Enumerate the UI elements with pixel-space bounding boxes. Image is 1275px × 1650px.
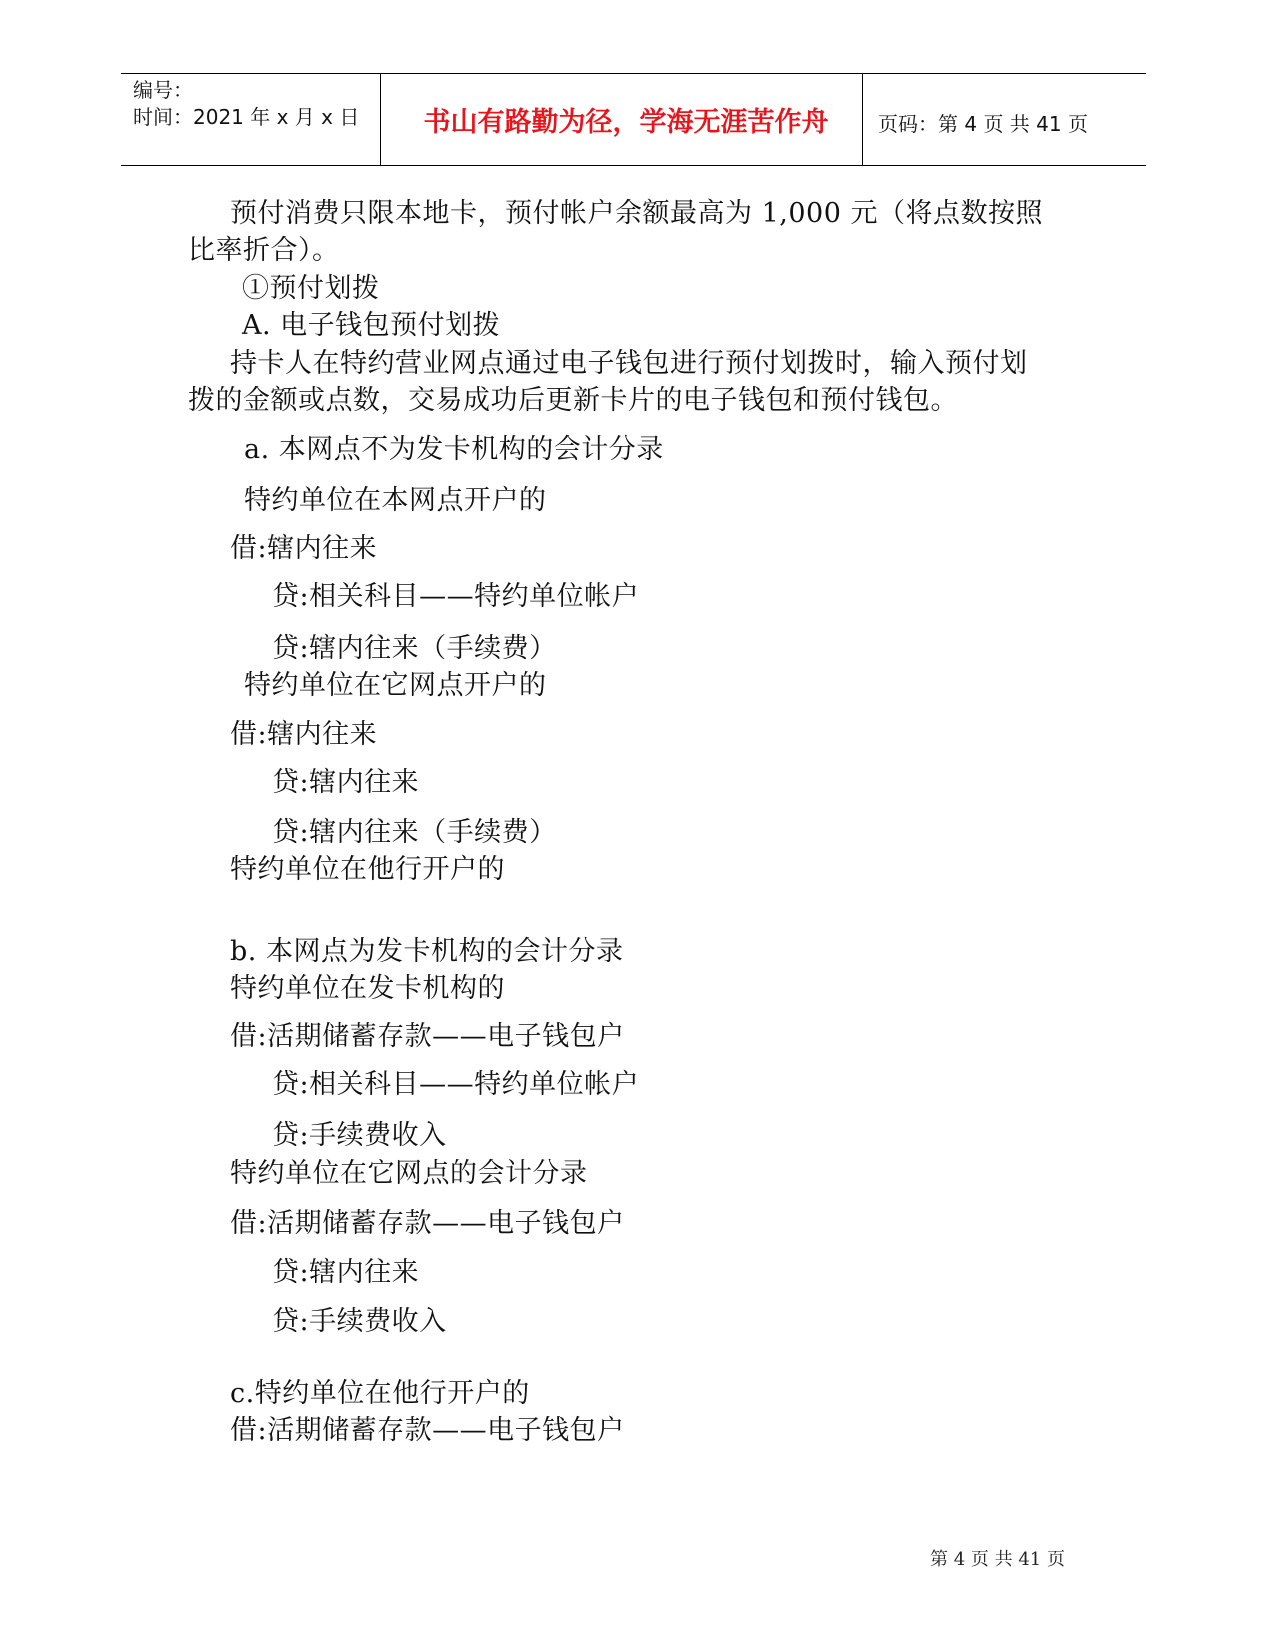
body-line: 借:活期储蓄存款——电子钱包户 [230, 1415, 625, 1446]
body-line: 拨的金额或点数，交易成功后更新卡片的电子钱包和预付钱包。 [188, 385, 958, 416]
page-footer: 第 4 页 共 41 页 [930, 1549, 1065, 1570]
header-top-rule [121, 73, 1146, 74]
body-line: 预付消费只限本地卡，预付帐户余额最高为 1,000 元（将点数按照 [230, 198, 1043, 229]
header-bottom-rule [121, 165, 1146, 166]
body-line: 比率折合）。 [188, 235, 340, 266]
body-line: 贷:辖内往来 [272, 767, 420, 798]
body-line: 贷:辖内往来（手续费） [272, 633, 557, 664]
header-page-label: 页码：第 4 页 共 41 页 [878, 112, 1088, 136]
body-line: 特约单位在发卡机构的 [230, 973, 505, 1004]
body-line: 贷:相关科目——特约单位帐户 [272, 1069, 640, 1100]
body-line: 特约单位在他行开户的 [230, 854, 505, 885]
body-line: A. 电子钱包预付划拨 [242, 310, 501, 341]
body-line: 贷:辖内往来 [272, 1257, 420, 1288]
body-line: 贷:相关科目——特约单位帐户 [272, 581, 640, 612]
header-motto: 书山有路勤为径，学海无涯苦作舟 [423, 107, 829, 138]
document-number-label: 编号： [133, 78, 193, 102]
body-line: 贷:手续费收入 [272, 1306, 447, 1337]
header-divider-left [380, 73, 381, 166]
body-line: 贷:手续费收入 [272, 1120, 447, 1151]
header-left-cell [133, 77, 359, 131]
body-line: 贷:辖内往来（手续费） [272, 817, 557, 848]
body-line: 特约单位在它网点开户的 [244, 670, 547, 701]
body-line: c.特约单位在他行开户的 [230, 1378, 530, 1409]
body-line: 借:活期储蓄存款——电子钱包户 [230, 1208, 625, 1239]
body-line: a. 本网点不为发卡机构的会计分录 [244, 434, 664, 465]
body-line: b. 本网点为发卡机构的会计分录 [230, 936, 624, 967]
body-line: 特约单位在它网点的会计分录 [230, 1158, 588, 1189]
body-line: 借:辖内往来 [230, 719, 378, 750]
body-line: 借:辖内往来 [230, 533, 378, 564]
document-time-label: 时间：2021 年 x 月 x 日 [133, 105, 360, 129]
body-line: 借:活期储蓄存款——电子钱包户 [230, 1021, 625, 1052]
body-line: 持卡人在特约营业网点通过电子钱包进行预付划拨时，输入预付划 [230, 348, 1028, 379]
body-line: 特约单位在本网点开户的 [244, 485, 547, 516]
body-line: ①预付划拨 [242, 273, 380, 304]
